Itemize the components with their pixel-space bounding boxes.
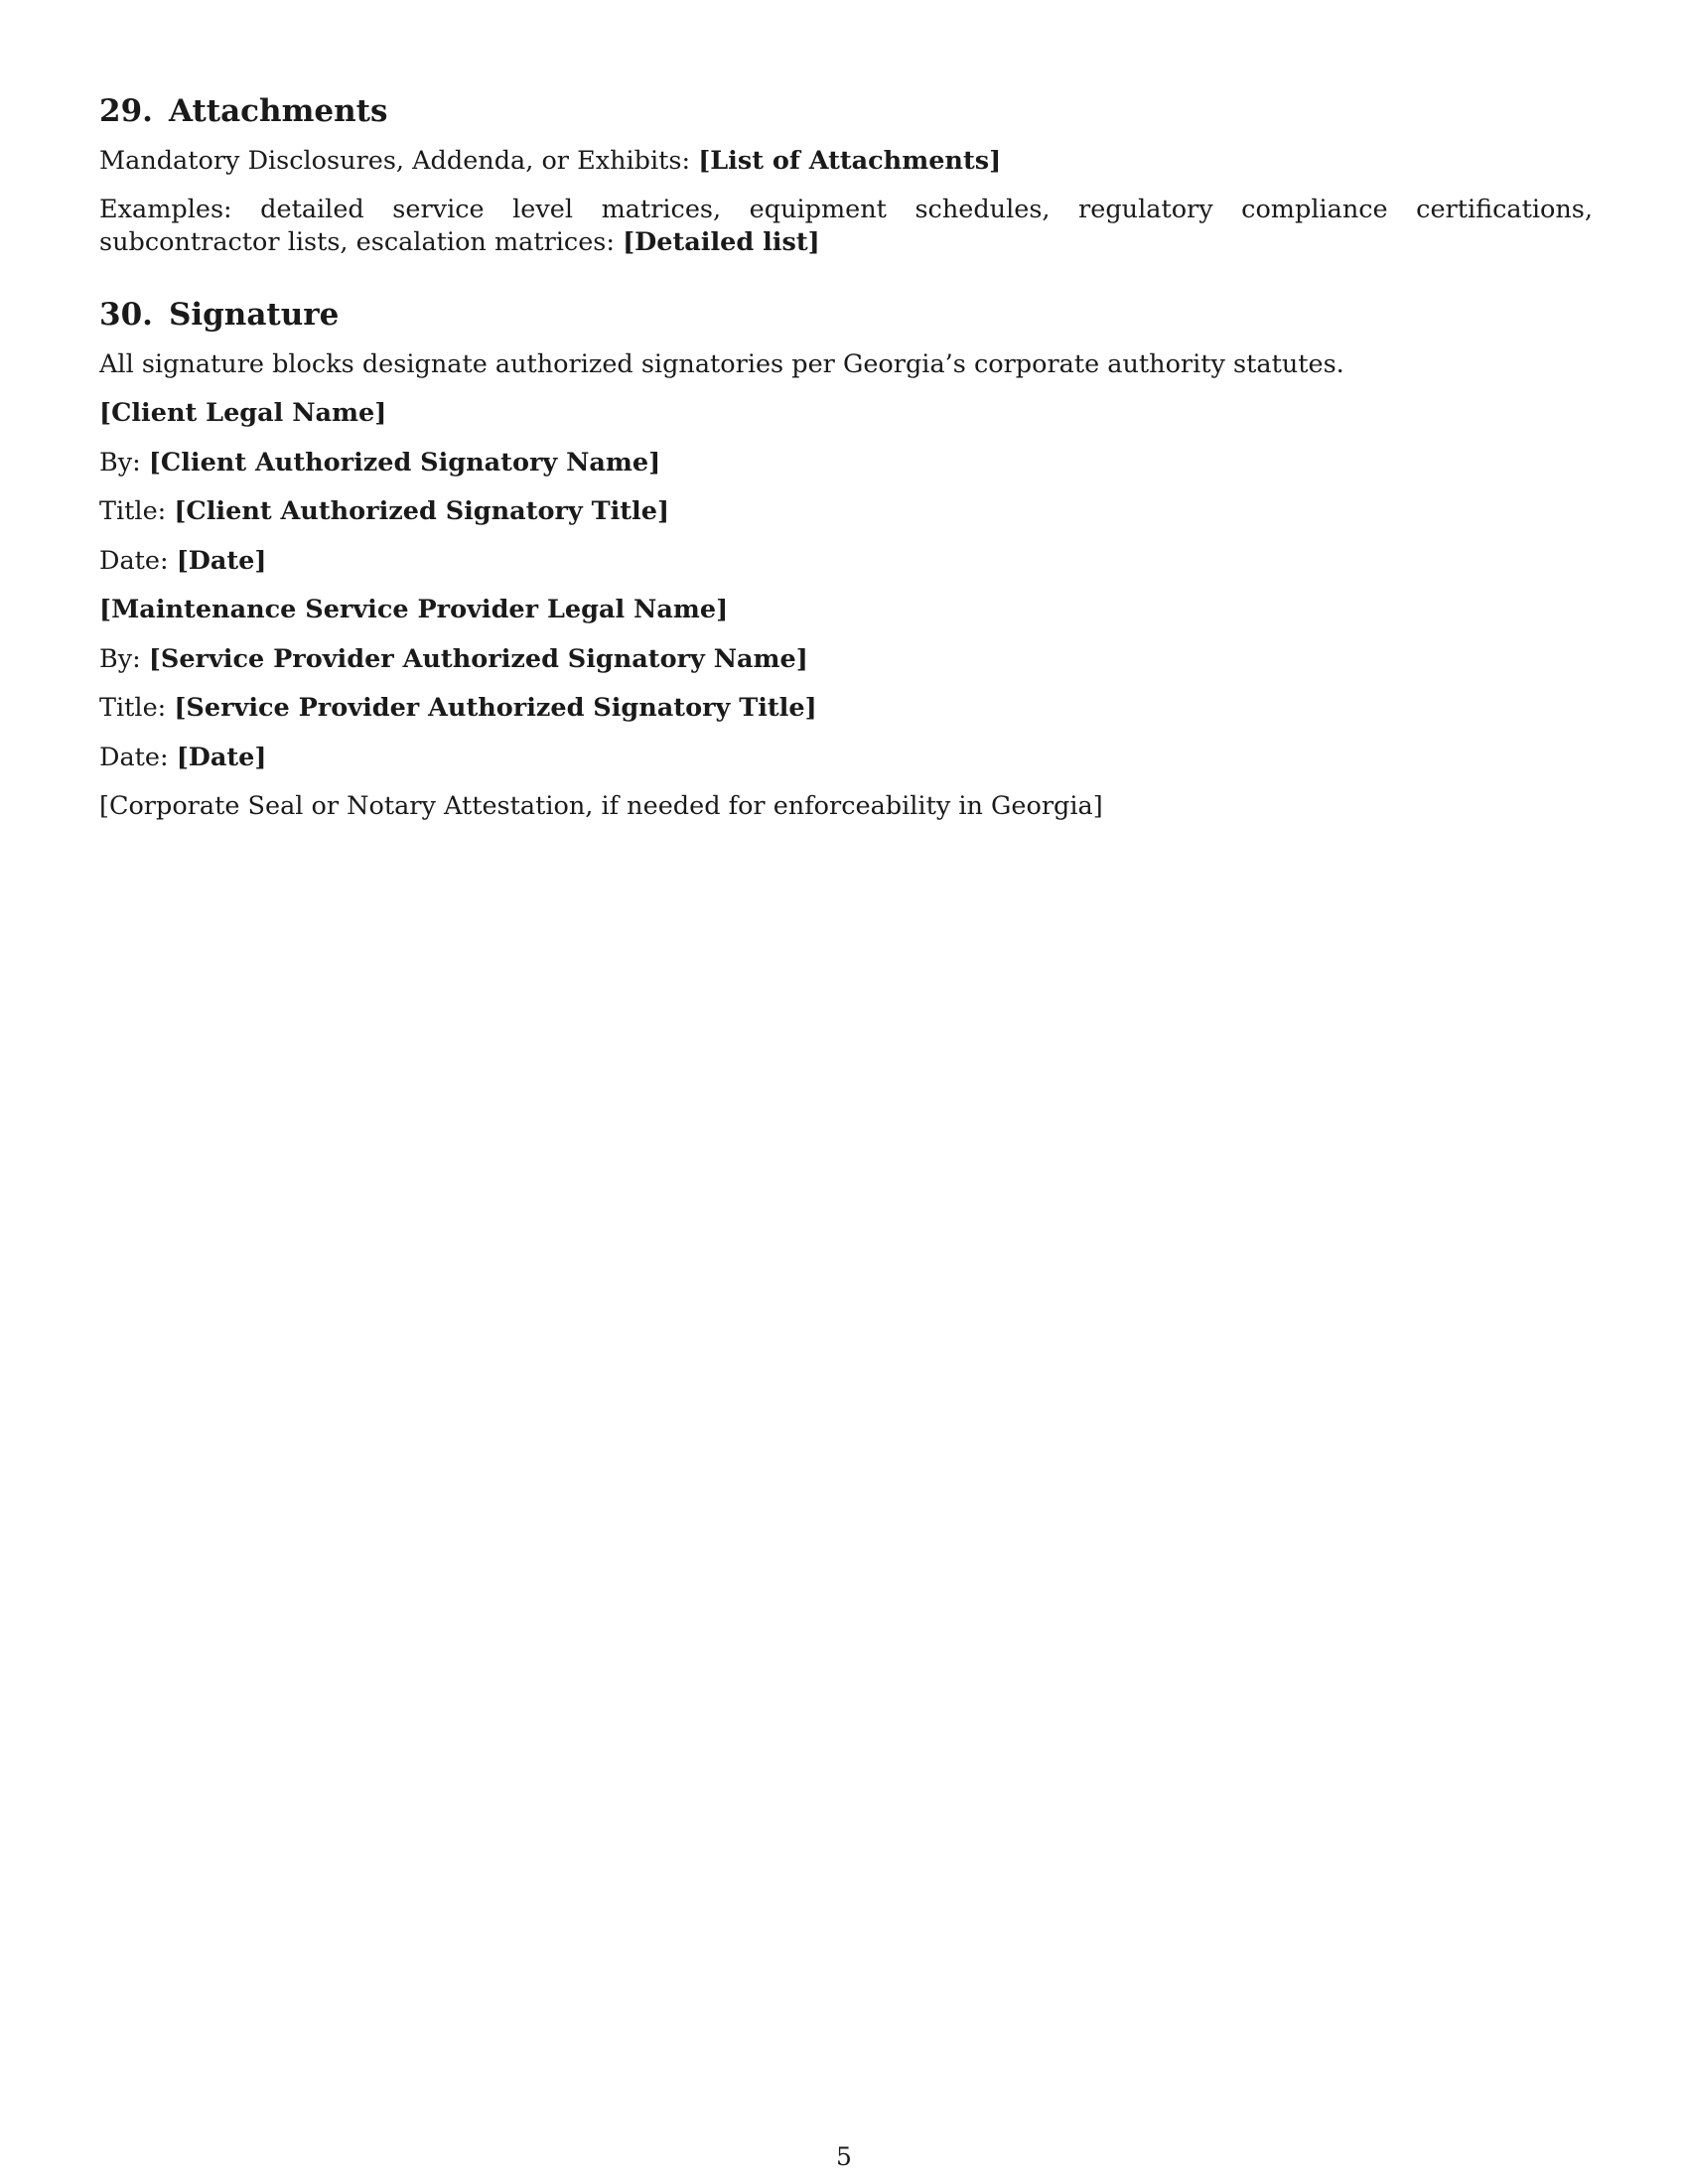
attachments-examples-placeholder: [Detailed list] [623, 227, 820, 257]
section-heading-attachments [99, 91, 1593, 131]
attachments-examples-text: Examples: detailed service level matrices, equipment schedules, regulatory compliance certifications, subcontractor lists, escalation matrices: [99, 195, 1593, 257]
section-number: 30. [99, 297, 153, 333]
provider-title-label: Title: [99, 693, 175, 723]
provider-signatory-name-placeholder: [Service Provider Authorized Signatory Name] [148, 643, 808, 674]
client-date-line [99, 545, 1593, 578]
provider-legal-name [99, 594, 1593, 626]
attachments-list-label: Mandatory Disclosures, Addenda, or Exhibits: [99, 146, 699, 176]
section-heading-signature [99, 295, 1593, 335]
provider-title-line [99, 692, 1593, 725]
client-legal-name [99, 397, 1593, 430]
attachments-list-placeholder: [List of Attachments] [698, 146, 1002, 176]
attachments-list-line [99, 145, 1593, 178]
attachments-examples-line [99, 194, 1593, 259]
client-by-label: By: [99, 447, 149, 478]
client-date-placeholder: [Date] [176, 545, 267, 576]
section-title: Attachments [168, 93, 388, 129]
provider-date-label: Date: [99, 742, 177, 772]
provider-date-line [99, 742, 1593, 774]
provider-legal-name-placeholder: [Maintenance Service Provider Legal Name] [99, 595, 729, 624]
client-legal-name-placeholder: [Client Legal Name] [99, 398, 387, 428]
section-title: Signature [168, 297, 340, 333]
client-signatory-name-placeholder: [Client Authorized Signatory Name] [148, 447, 661, 478]
provider-date-placeholder: [Date] [176, 742, 267, 772]
client-title-label: Title: [99, 496, 175, 526]
provider-by-label: By: [99, 643, 149, 674]
section-number: 29. [99, 93, 153, 129]
client-title-line [99, 495, 1593, 528]
document-page [99, 91, 1593, 840]
client-signatory-title-placeholder: [Client Authorized Signatory Title] [174, 496, 670, 526]
provider-signatory-title-placeholder: [Service Provider Authorized Signatory Title] [174, 693, 817, 723]
client-date-label: Date: [99, 545, 177, 576]
page-number: 5 [836, 2142, 852, 2171]
seal-note: [Corporate Seal or Notary Attestation, if needed for enforceability in Georgia] [99, 791, 1103, 821]
provider-by-line [99, 643, 1593, 676]
signature-intro: All signature blocks designate authorized signatories per Georgia’s corporate authority statutes. [99, 349, 1344, 379]
client-by-line [99, 447, 1593, 479]
